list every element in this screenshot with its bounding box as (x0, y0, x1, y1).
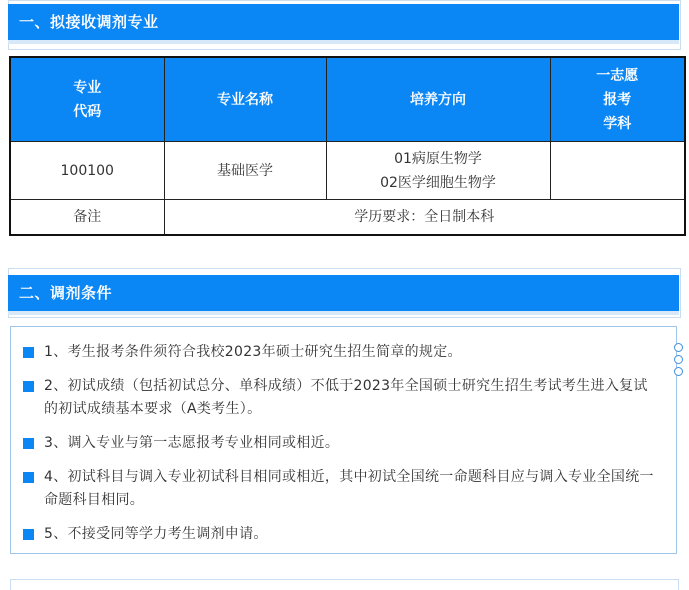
header-first-choice (550, 57, 685, 142)
section1-header-shadow (8, 40, 679, 44)
cell-direction (326, 142, 550, 200)
square-bullet-icon (23, 438, 34, 449)
cell-name: 基础医学 (164, 142, 326, 200)
direction-1: 01病原生物学 (394, 150, 482, 167)
table-header-row (10, 57, 685, 142)
square-bullet-icon (23, 347, 34, 358)
section2-header (8, 275, 679, 311)
resize-handle-icon[interactable] (674, 355, 683, 364)
square-bullet-icon (23, 529, 34, 540)
condition-text: 5、不接受同等学力考生调剂申请。 (44, 526, 268, 542)
header-code (10, 57, 164, 142)
table-row (10, 142, 685, 200)
conditions-box[interactable] (10, 326, 677, 554)
section1-title: 一、拟接收调剂专业 (19, 13, 159, 31)
cell-code: 100100 (10, 142, 164, 200)
list-item (21, 341, 658, 364)
condition-text: 2、初试成绩（包括初试总分、单科成绩）不低于2023年全国硕士研究生招生考试考生进入复试的初试成绩基本要求（A类考生）。 (44, 378, 648, 417)
condition-text: 1、考生报考条件须符合我校2023年硕士研究生招生简章的规定。 (44, 344, 462, 360)
list-item (21, 466, 658, 512)
header-first-choice-line3: 学科 (603, 115, 632, 132)
conditions-list (11, 327, 676, 546)
condition-text: 4、初试科目与调入专业初试科目相同或相近，其中初试全国统一命题科目应与调入专业全国统一命题科目相同。 (44, 469, 654, 508)
note-text: 学历要求：全日制本科 (164, 200, 685, 235)
square-bullet-icon (23, 472, 34, 483)
section1-header (8, 4, 679, 40)
header-name: 专业名称 (164, 57, 326, 142)
next-section-frame (10, 579, 679, 590)
cell-first-choice (550, 142, 685, 200)
header-code-line2: 代码 (73, 103, 102, 120)
header-code-line1: 专业 (73, 79, 102, 96)
condition-text: 3、调入专业与第一志愿报考专业相同或相近。 (44, 435, 340, 451)
direction-2: 02医学细胞生物学 (380, 174, 496, 191)
table-note-row (10, 200, 685, 235)
list-item (21, 523, 658, 546)
header-first-choice-line2: 报考 (603, 91, 632, 108)
section2-title: 二、调剂条件 (19, 284, 113, 302)
note-label: 备注 (10, 200, 164, 235)
section2-header-shadow (8, 311, 679, 315)
list-item (21, 375, 658, 421)
list-item (21, 432, 658, 455)
resize-handle-icon[interactable] (674, 343, 683, 352)
major-table (9, 56, 686, 236)
header-direction: 培养方向 (326, 57, 550, 142)
square-bullet-icon (23, 381, 34, 392)
header-first-choice-line1: 一志愿 (596, 67, 639, 84)
resize-handle-icon[interactable] (674, 367, 683, 376)
